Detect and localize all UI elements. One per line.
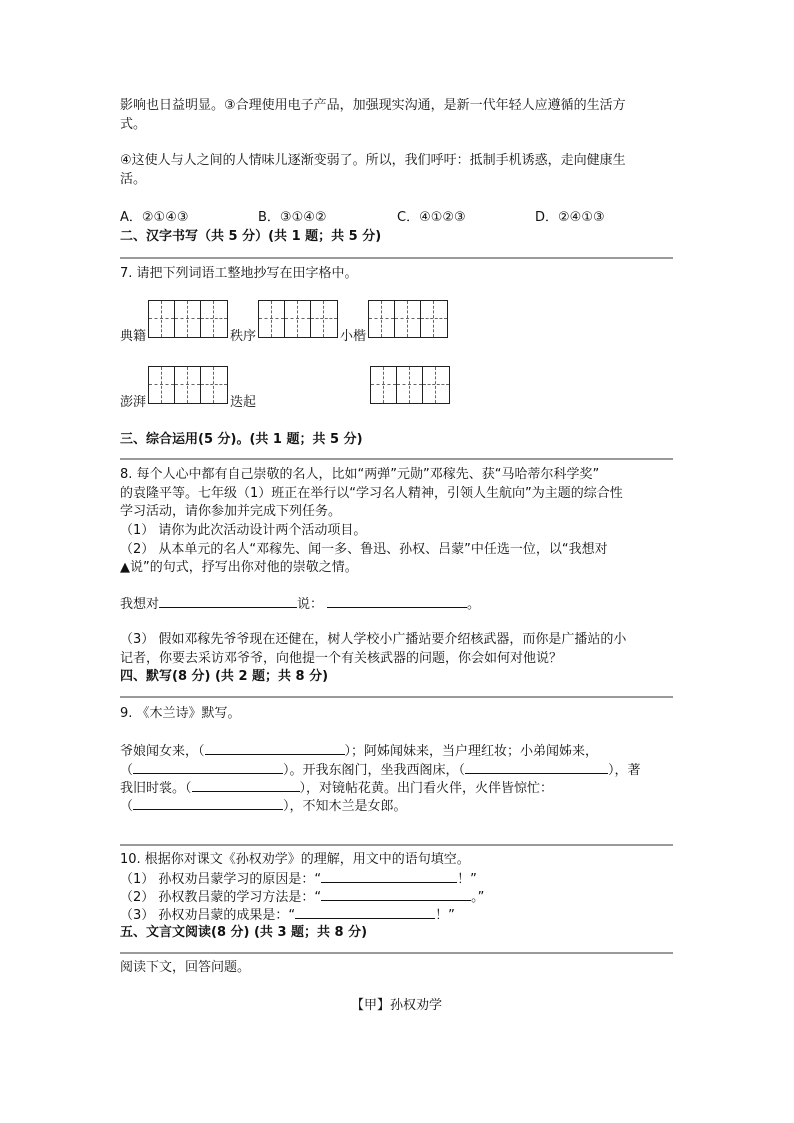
q10-text: ！” [457,872,477,887]
tianzige-grid-4[interactable] [148,366,228,404]
poem-blank-5[interactable] [133,796,283,810]
q9-text: 我旧时裳。（ [120,781,192,796]
q9-prompt: 9. 《木兰诗》默写。 [120,706,241,721]
q6-line2: 式。 [120,117,147,132]
poem-blank-4[interactable] [192,778,300,792]
answer-blank-person[interactable] [159,594,297,608]
q9-line4 [120,796,407,816]
word-dieqi: 迭起 [230,395,257,410]
fill-suffix: 。 [467,597,481,612]
option-d[interactable]: D．②④①③ [535,210,605,225]
q8-task2-line2: ▲说”的句式，抒写出你对他的崇敬之情。 [120,560,358,575]
q8-task3-line2: 记者，你要去采访邓爷爷，向他提一个有关核武器的问题，你会如何对他说？ [120,651,563,666]
section-5-heading: 五、文言文阅读(8 分) (共 3 题；共 8 分) [120,925,368,940]
q10-prompt: 10. 根据你对课文《孙权劝学》的理解，用文中的语句填空。 [120,852,470,867]
poem-blank-1[interactable] [205,741,345,755]
q9-line2 [120,760,641,780]
q8-task3-line1: （3） 假如邓稼先爷爷现在还健在，树人学校小广播站要介绍核武器，而你是广播站的小 [120,632,627,647]
q9-text: ）。开我东阁门，坐我西阁床，（ [283,763,466,778]
q10-text: （1） 孙权劝吕蒙学习的原因是：“ [120,872,322,887]
q10-text: （2） 孙权教吕蒙的学习方法是：“ [120,890,322,905]
q9-line3 [120,778,553,798]
q8-line2: 的袁隆平等。七年级（1）班正在举行以“学习名人精神，引领人生航向”为主题的综合性 [120,486,623,501]
q9-text: ），著 [608,763,641,778]
q10-text: （3） 孙权劝吕蒙的成果是：“ [120,908,296,923]
poem-blank-3[interactable] [465,760,608,774]
option-a[interactable]: A．②①④③ [120,210,189,225]
section-divider [120,952,673,954]
q10-task3 [120,905,455,925]
q8-fill-line [120,594,480,614]
word-dianji: 典籍 [120,329,147,344]
quote-blank-3[interactable] [295,905,435,919]
section-3-heading: 三、综合运用(5 分)。(共 1 题；共 5 分) [120,432,363,447]
section-2-heading: 二、汉字书写（共 5 分）(共 1 题；共 5 分) [120,229,382,244]
passage-title: 【甲】孙权劝学 [350,998,442,1013]
q10-text: ！” [435,908,455,923]
q10-task1 [120,869,477,889]
q9-text: ），对镜帖花黄。出门看火伴，火伴皆惊忙： [299,781,554,796]
word-xiaokai: 小楷 [340,329,367,344]
q9-text: ），不知木兰是女郎。 [283,799,407,814]
q7-prompt: 7. 请把下列词语工整地抄写在田字格中。 [120,266,358,281]
option-b[interactable]: B．③①④② [258,210,327,225]
q9-line1 [120,741,598,761]
section-divider [120,844,673,846]
word-pengpai: 澎湃 [120,395,147,410]
poem-blank-2[interactable] [133,760,283,774]
answer-blank-words[interactable] [327,594,467,608]
section-divider [120,696,673,698]
q9-text: 爷娘闻女来，（ [120,744,205,759]
fill-prefix: 我想对 [120,597,160,612]
q8-task1: （1） 请你为此次活动设计两个活动项目。 [120,523,367,538]
q8-line3: 学习活动，请你参加并完成下列任务。 [120,504,342,519]
tianzige-grid-1[interactable] [148,300,228,338]
q10-text: 。” [471,890,485,905]
tianzige-grid-5[interactable] [370,366,450,404]
quote-blank-2[interactable] [321,887,471,901]
q9-text: （ [120,763,134,778]
q9-text: ）；阿姊闻妹来，当户理红妆；小弟闻姊来， [344,744,599,759]
tianzige-grid-2[interactable] [258,300,338,338]
section-divider [120,458,673,460]
q6-line1: 影响也日益明显。③合理使用电子产品，加强现实沟通，是新一代年轻人应遵循的生活方 [120,98,626,113]
reading-prompt: 阅读下文，回答问题。 [120,960,251,975]
section-4-heading: 四、默写(8 分) (共 2 题；共 8 分) [120,669,329,684]
q6-line4: 活。 [120,172,147,187]
q8-line1: 8. 每个人心中都有自己崇敬的名人，比如“两弹”元勋”邓稼先、获“马哈蒂尔科学奖” [120,467,600,482]
fill-middle: 说： [297,597,324,612]
section-divider [120,257,673,259]
q6-line3: ④这使人与人之间的人情味儿逐渐变弱了。所以，我们呼吁：抵制手机诱惑，走向健康生 [120,153,626,168]
word-zhixu: 秩序 [230,329,257,344]
q10-task2 [120,887,484,907]
q8-task2-line1: （2） 从本单元的名人“邓稼先、闻一多、鲁迅、孙权、吕蒙”中任选一位，以“我想对 [120,542,608,557]
q9-text: （ [120,799,134,814]
quote-blank-1[interactable] [321,869,457,883]
tianzige-grid-3[interactable] [368,300,448,338]
option-c[interactable]: C．④①②③ [397,210,466,225]
